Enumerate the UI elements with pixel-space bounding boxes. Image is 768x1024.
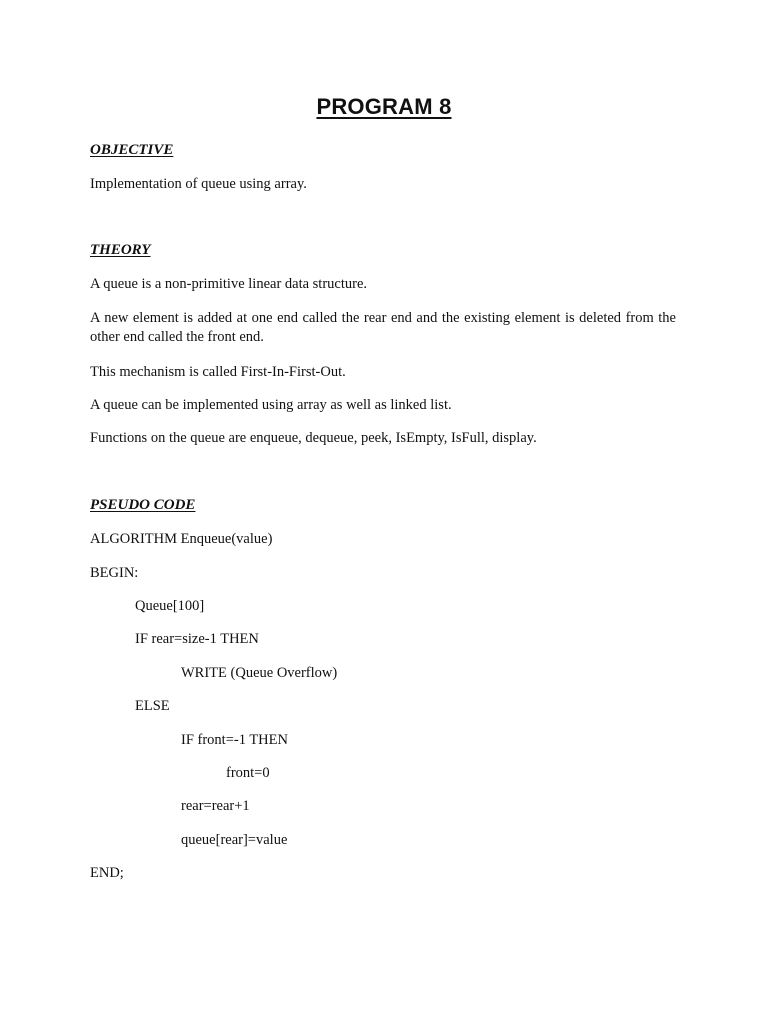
theory-paragraph: Functions on the queue are enqueue, dequeue, peek, IsEmpty, IsFull, display. — [90, 430, 537, 446]
theory-paragraph: A new element is added at one end called the rear end and the existing element is deleted from the other end called the front end. — [90, 310, 676, 345]
theory-paragraph: A queue is a non-primitive linear data structure. — [90, 276, 368, 292]
theory-paragraph: A queue can be implemented using array as well as linked list. — [90, 397, 452, 413]
theory-paragraph: This mechanism is called First-In-First-Out. — [90, 364, 346, 380]
code-line: IF front=-1 THEN — [181, 732, 288, 748]
pseudo-code-heading: PSEUDO CODE — [90, 497, 196, 513]
code-line: BEGIN: — [90, 565, 139, 581]
code-line: queue[rear]=value — [181, 832, 288, 848]
code-line: front=0 — [226, 765, 270, 781]
code-line: WRITE (Queue Overflow) — [181, 665, 338, 681]
code-line: END; — [90, 865, 124, 881]
code-line: ELSE — [135, 698, 170, 714]
objective-text: Implementation of queue using array. — [90, 176, 307, 192]
code-line: Queue[100] — [135, 598, 205, 614]
theory-heading: THEORY — [90, 242, 151, 258]
code-line: ALGORITHM Enqueue(value) — [90, 531, 273, 547]
page-title: PROGRAM 8 — [316, 94, 452, 119]
objective-heading: OBJECTIVE — [90, 142, 174, 158]
code-line: IF rear=size-1 THEN — [135, 631, 259, 647]
code-line: rear=rear+1 — [181, 798, 250, 814]
